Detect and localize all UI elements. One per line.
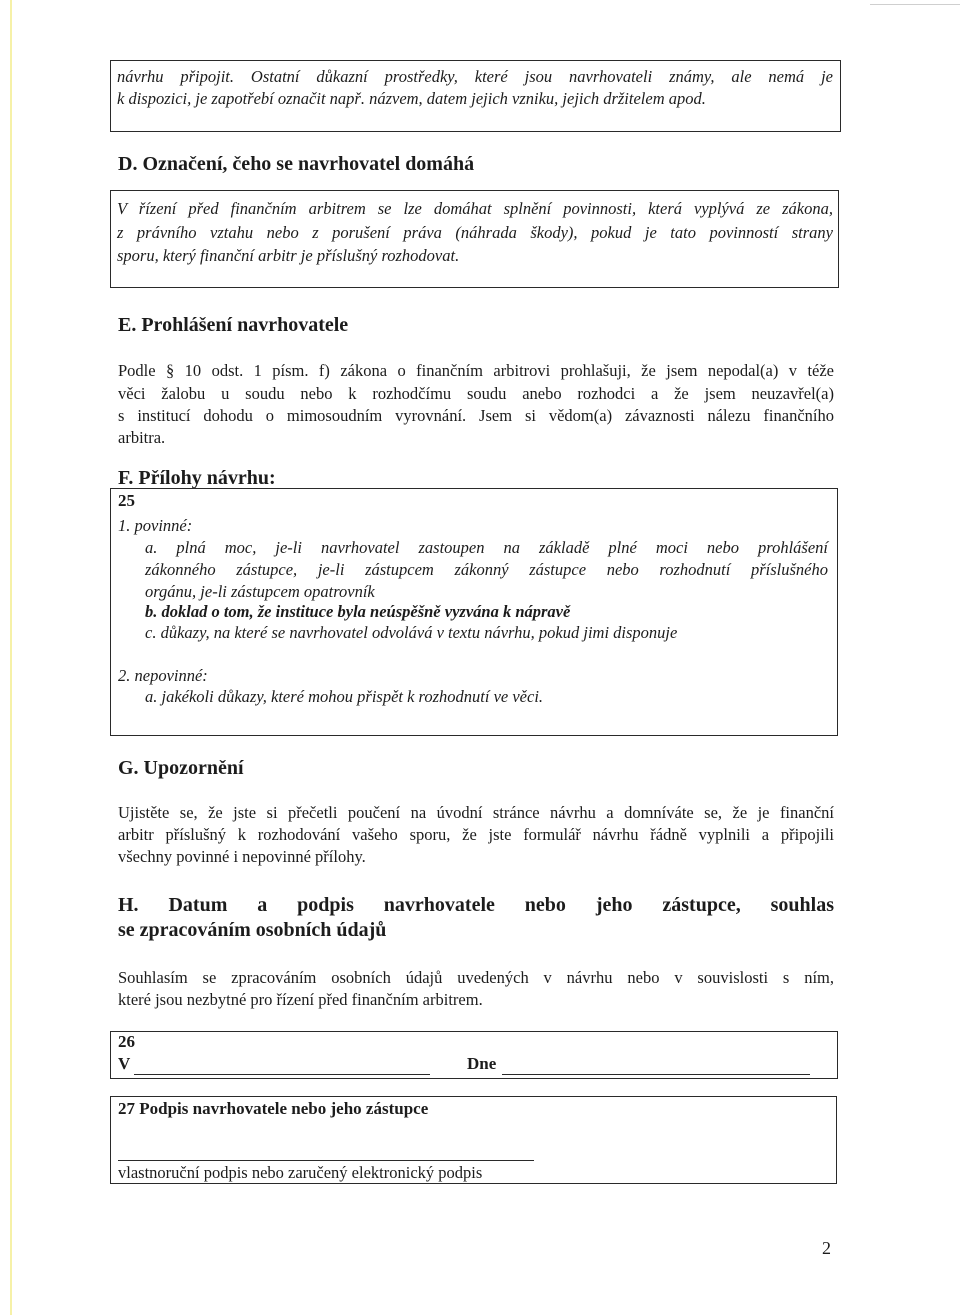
section-g-line1: Ujistěte se, že jste si přečetli poučení na úvodní stránce návrhu a domníváte se, že je finanční bbox=[118, 803, 834, 822]
section-e-line4: arbitra. bbox=[118, 428, 166, 447]
section-f-required-c: c. důkazy, na které se navrhovatel odvolává v textu návrhu, pokud jimi disponuje bbox=[145, 623, 678, 642]
section-d-line3: sporu, který finanční arbitr je příslušný rozhodovat. bbox=[117, 246, 460, 265]
section-d-line2: z právního vztahu nebo z porušení práva (náhrada škody), pokud je tato povinností strany bbox=[117, 223, 833, 242]
section-g-line2: arbitr příslušný k rozhodování vašeho sporu, že jste formulář návrhu řádně vyplnili a připojili bbox=[118, 825, 834, 844]
section-f-required-a-line1: a. plná moc, je-li navrhovatel zastoupen na základě plné moci nebo prohlášení bbox=[145, 538, 828, 557]
field-27-label: 27 Podpis navrhovatele nebo jeho zástupce bbox=[118, 1099, 429, 1118]
section-h-line1: Souhlasím se zpracováním osobních údajů uvedených v návrhu nebo v souvislosti s ním, bbox=[118, 968, 834, 987]
section-e-line3: s institucí dohodu o mimosoudním vyrovnání. Jsem si vědom(a) závaznosti nálezu finančního bbox=[118, 406, 834, 425]
section-f-heading: F. Přílohy návrhu: bbox=[118, 467, 276, 489]
section-f-optional-a: a. jakékoli důkazy, které mohou přispět k rozhodnutí ve věci. bbox=[145, 687, 544, 706]
section-f-required-b: b. doklad o tom, že instituce byla neúspěšně vyzvána k nápravě bbox=[145, 602, 571, 621]
section-f-required-a-line3: orgánu, je-li zástupcem opatrovník bbox=[145, 582, 375, 601]
section-c-tail-line1: návrhu připojit. Ostatní důkazní prostředky, které jsou navrhovateli známy, ale nemá je bbox=[117, 67, 833, 86]
field-26-place-label: V bbox=[118, 1054, 131, 1073]
section-f-field-number: 25 bbox=[118, 491, 135, 510]
scan-top-line bbox=[870, 4, 960, 5]
page-edge-mark bbox=[10, 0, 12, 1315]
section-e-line2: věci žalobu u soudu nebo k rozhodčímu soudu anebo rozhodci a že jsem neuzavřel(a) bbox=[118, 384, 834, 403]
field-26-date-label: Dne bbox=[467, 1054, 497, 1073]
signature-line[interactable] bbox=[118, 1160, 534, 1161]
page-number: 2 bbox=[822, 1238, 831, 1258]
section-h-line2: které jsou nezbytné pro řízení před finančním arbitrem. bbox=[118, 990, 483, 1009]
field-26-date-input[interactable] bbox=[502, 1055, 810, 1075]
section-c-tail-line2: k dispozici, je zapotřebí označit např. názvem, datem jejich vzniku, jejich držitelem apod. bbox=[117, 89, 706, 108]
section-e-line1: Podle § 10 odst. 1 písm. f) zákona o finančním arbitrovi prohlašuji, že jsem nepodal(a) v téže bbox=[118, 361, 834, 380]
section-f-optional-label: 2. nepovinné: bbox=[118, 666, 208, 685]
field-26-place-input[interactable] bbox=[134, 1055, 430, 1075]
section-g-line3: všechny povinné i nepovinné přílohy. bbox=[118, 847, 366, 866]
section-h-heading-line1: H. Datum a podpis navrhovatele nebo jeho zástupce, souhlas bbox=[118, 894, 834, 916]
section-e-heading: E. Prohlášení navrhovatele bbox=[118, 314, 349, 336]
section-d-heading: D. Označení, čeho se navrhovatel domáhá bbox=[118, 153, 475, 175]
section-f-required-a-line2: zákonného zástupce, je-li zástupcem zákonný zástupce nebo rozhodnutí příslušného bbox=[145, 560, 828, 579]
section-h-heading-line2: se zpracováním osobních údajů bbox=[118, 919, 387, 941]
field-26-number: 26 bbox=[118, 1032, 135, 1051]
section-f-required-label: 1. povinné: bbox=[118, 516, 193, 535]
section-g-heading: G. Upozornění bbox=[118, 757, 244, 779]
signature-caption: vlastnoruční podpis nebo zaručený elektronický podpis bbox=[118, 1163, 483, 1182]
section-d-line1: V řízení před finančním arbitrem se lze domáhat splnění povinnosti, která vyplývá ze zákona, bbox=[117, 199, 833, 218]
